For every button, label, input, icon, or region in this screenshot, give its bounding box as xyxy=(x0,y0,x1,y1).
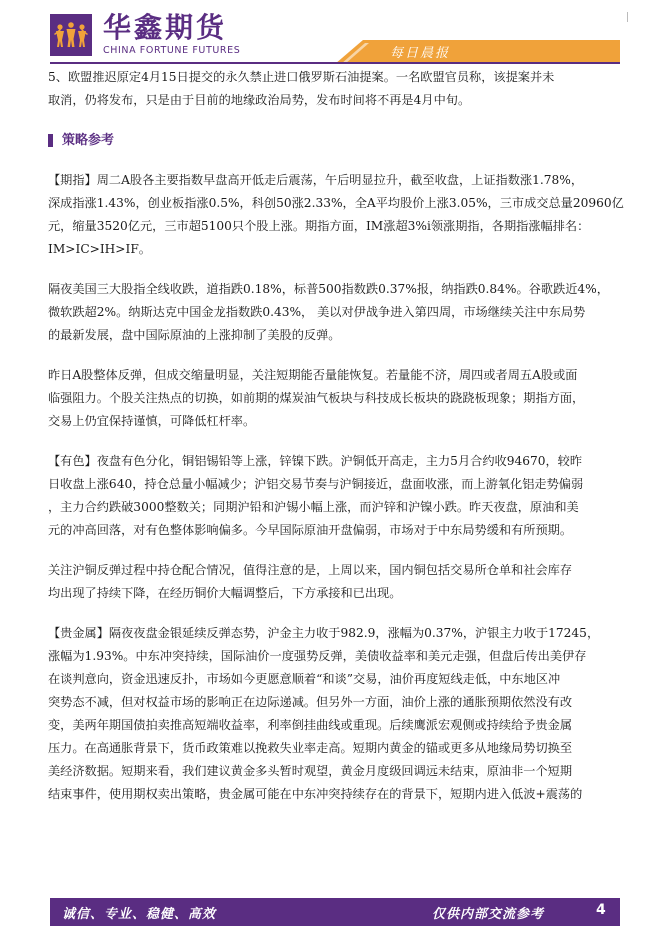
report-tab-shape xyxy=(335,40,620,64)
text-line: 压力。在高通胀背景下，货币政策难以挽救失业率走高。短期内黄金的锚或更多从地缘局势切换至 xyxy=(48,741,573,755)
section-heading xyxy=(48,129,620,152)
paragraph-us-stocks xyxy=(48,278,620,347)
text-line: IM>IC>IH>IF。 xyxy=(48,242,151,256)
paragraph-a-share-outlook xyxy=(48,364,620,433)
text-line: 的最新发展，盘中国际原油的上涨抑制了美股的反弹。 xyxy=(48,328,341,342)
text-line: 微软跌超2%。纳斯达克中国金龙指数跌0.43%， 美以对伊战争进入第四周，市场继续关注中东局势 xyxy=(48,305,586,319)
page-number: 4 xyxy=(596,902,606,918)
text-line: ，主力合约跌破3000整数关；同期沪铅和沪锡小幅上涨，而沪锌和沪镍小跌。昨天夜盘，原油和美 xyxy=(48,500,579,514)
page-header xyxy=(0,0,662,64)
header-divider xyxy=(50,62,620,64)
text-line: 临强阻力。个股关注热点的切换，如前期的煤炭油气板块与科技成长板块的跷跷板现象；期指方面， xyxy=(48,391,585,405)
section-marker-icon xyxy=(48,134,53,147)
text-line: 昨日A股整体反弹，但成交缩量明显，关注短期能否量能恢复。若量能不济，周四或者周五A股或面 xyxy=(48,368,578,382)
text-line: 【有色】夜盘有色分化，铜铝锡铅等上涨，锌镍下跌。沪铜低开高走，主力5月合约收94670，较昨 xyxy=(48,454,583,468)
text-line: 深成指涨1.43%，创业板指涨0.5%，科创50涨2.33%，全A平均股价上涨3.05%，三市成交总量20960亿 xyxy=(48,196,624,210)
text-line: 美经济数据。短期来看，我们建议黄金多头暂时观望，黄金月度级回调远未结束，原油非一个短期 xyxy=(48,764,573,778)
page-content xyxy=(48,66,624,806)
text-line: 5、欧盟推迟原定4月15日提交的永久禁止进口俄罗斯石油提案。一名欧盟官员称，该提案并未 xyxy=(48,70,555,84)
text-line: 【贵金属】隔夜夜盘金银延续反弹态势，沪金主力收于982.9，涨幅为0.37%，沪银主力收于17245， xyxy=(48,626,600,640)
footer-notice: 仅供内部交流参考 xyxy=(432,907,545,922)
corner-mark xyxy=(627,12,628,22)
footer-slogan: 诚信、专业、稳健、高效 xyxy=(62,907,217,922)
text-line: 突势态不减，但对权益市场的影响正在边际递减。但另外一方面，油价上涨的通胀预期依然没有改 xyxy=(48,695,573,709)
text-line: 涨幅为1.93%。中东冲突持续，国际油价一度强势反弹，美债收益率和美元走强，但盘后传出美伊存 xyxy=(48,649,587,663)
text-line: 元的冲高回落，对有色整体影响偏多。今早国际原油开盘偏弱，市场对于中东局势缓和有所预期。 xyxy=(48,523,573,537)
brand-name-cn: 华鑫期货 xyxy=(103,11,228,44)
section-title: 策略参考 xyxy=(62,133,115,148)
text-line: 交易上仍宜保持谨慎，可降低杠杆率。 xyxy=(48,414,256,428)
intro-paragraph xyxy=(48,66,620,112)
paragraph-precious-metals xyxy=(48,622,620,806)
text-line: 在谈判意向，资金迅速反扑，市场如今更愿意顺着“和谈”交易，油价再度短线走低，中东地区冲 xyxy=(48,672,561,686)
page-footer xyxy=(50,898,620,926)
paragraph-copper xyxy=(48,559,620,605)
text-line: 日收盘上涨640，持仓总量小幅减少；沪铝交易节奏与沪铜接近，盘面收涨，而上游氧化铝走势偏弱 xyxy=(48,477,584,491)
text-line: 【期指】周二A股各主要指数早盘高开低走后震荡，午后明显拉升，截至收盘，上证指数涨1.78%， xyxy=(48,173,584,187)
logo-figures-icon xyxy=(50,14,92,56)
text-line: 结束事件，使用期权卖出策略，贵金属可能在中东冲突持续存在的背景下，短期内进入低波+震荡的 xyxy=(48,787,583,801)
paragraph-nonferrous xyxy=(48,450,620,542)
text-line: 隔夜美国三大股指全线收跌，道指跌0.18%，标普500指数跌0.37%报，纳指跌0.84%。谷歌跌近4%， xyxy=(48,282,609,296)
text-line: 关注沪铜反弹过程中持仓配合情况，值得注意的是，上周以来，国内铜包括交易所仓单和社会库存 xyxy=(48,563,573,577)
company-logo xyxy=(50,14,92,56)
text-line: 均出现了持续下降，在经历铜价大幅调整后，下方承接和已出现。 xyxy=(48,586,402,600)
brand-name-en: CHINA FORTUNE FUTURES xyxy=(103,45,241,56)
text-line: 变，美两年期国债拍卖推高短端收益率，利率倒挂曲线或重现。后续鹰派宏观侧或持续给予贵金属 xyxy=(48,718,573,732)
text-line: 取消，仍将发布，只是由于目前的地缘政治局势，发布时间将不再是4月中旬。 xyxy=(48,93,471,107)
paragraph-stock-index xyxy=(48,169,624,261)
text-line: 元，缩量3520亿元，三市超5100只个股上涨。期指方面，IM涨超3%i领涨期指，各期指涨幅排名： xyxy=(48,219,590,233)
report-name: 每日晨报 xyxy=(390,46,451,61)
